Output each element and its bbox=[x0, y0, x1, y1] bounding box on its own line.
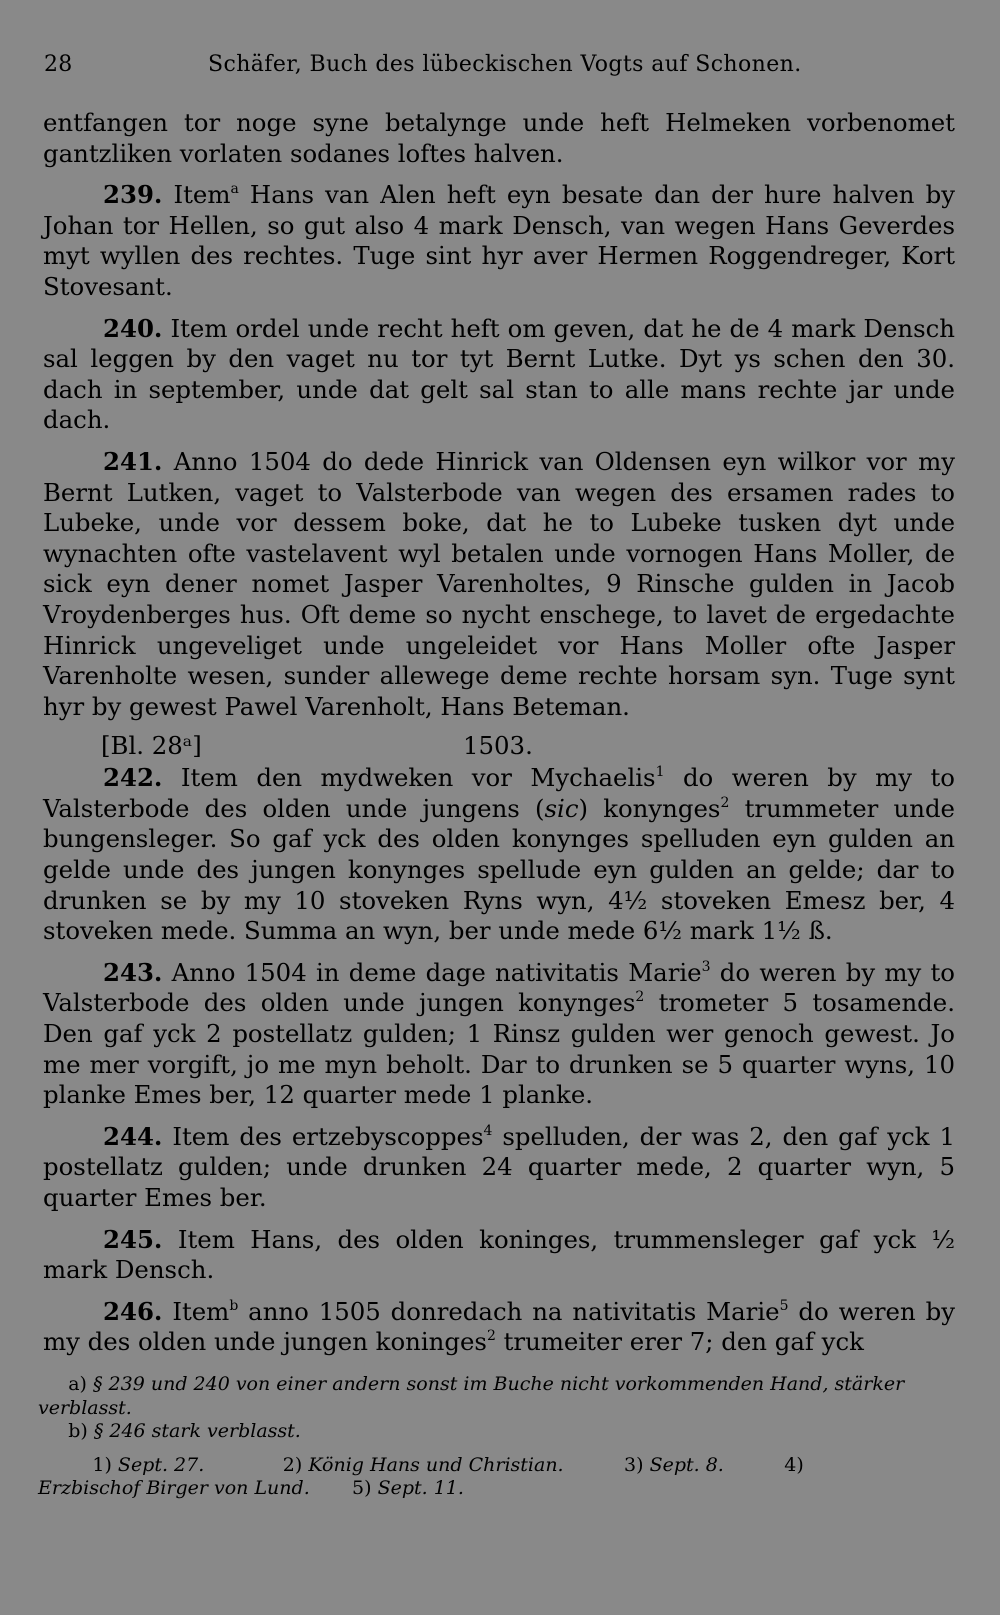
footnote-label: 3) bbox=[624, 1453, 644, 1476]
folio-label: [Bl. 28ᵃ] bbox=[101, 731, 202, 761]
footnote-ref: 5 bbox=[779, 1297, 789, 1314]
footnote-label: 2) bbox=[282, 1453, 303, 1476]
footnote-ref: a bbox=[230, 181, 239, 198]
paragraph-text: anno 1505 donredach na nativitatis Marie bbox=[238, 1296, 780, 1326]
paragraph-text: entfangen tor noge syne betalynge unde heft Helmeken vorbenomet gantzliken vorlaten sodanes loftes halven. bbox=[43, 108, 955, 168]
paragraph-text: Item ordel unde recht heft om geven, dat he de 4 mark Densch sal leggen by den vaget nu tor tyt Bernt Lutke. Dyt ys schen den 30. dach in september, unde dat gelt sal stan to alle mans rechte jar unde dach. bbox=[43, 313, 955, 435]
footnote-text: § 239 und 240 von einer andern sonst im Buche nicht vorkommenden Hand, stärker verblasst. bbox=[38, 1373, 905, 1419]
footnote-ref: 2 bbox=[486, 1328, 496, 1345]
paragraph-245 bbox=[43, 1225, 955, 1286]
folio-marker bbox=[43, 731, 955, 763]
page-number: 28 bbox=[44, 52, 73, 77]
footnote-ref: 3 bbox=[701, 958, 711, 975]
footnote-label: a) bbox=[68, 1373, 87, 1395]
paragraph-text: Anno 1504 do dede Hinrick van Oldensen eyn wilkor vor my Bernt Lutken, vaget to Valsterbode van wegen des ersamen rades to Lubeke, unde vor dessem boke, dat he to Lubeke tusken dyt unde wynachten ofte vastelavent wyl betalen unde vornogen Hans Moller, de sick eyn dener nomet Jasper Varenholtes, 9 Rinsche gulden in Jacob Vroydenberges hus. Oft deme so nycht enschege, to lavet de ergedachte Hinrick ungeveliget unde ungeleidet vor Hans Moller ofte Jasper Varenholte wesen, sunder allewege deme rechte horsam syn. Tuge synt hyr by gewest Pawel Varenholt, Hans Beteman. bbox=[43, 446, 955, 721]
footnote-ref: b bbox=[229, 1297, 239, 1314]
paragraph-242 bbox=[43, 763, 955, 947]
section-number: 243. bbox=[103, 957, 163, 987]
paragraph-continuation bbox=[43, 108, 955, 169]
footnote-ref: 4 bbox=[483, 1122, 493, 1139]
footnote-text: § 246 stark verblasst. bbox=[93, 1420, 301, 1442]
running-title: Schäfer, Buch des lübeckischen Vogts auf Schonen. bbox=[208, 52, 802, 77]
sic-note: sic bbox=[544, 793, 579, 823]
footnotes bbox=[38, 1373, 956, 1501]
paragraph-text: do weren by my to Valsterbode des olden unde jungens ( bbox=[43, 763, 955, 823]
section-number: 246. bbox=[103, 1296, 163, 1326]
footnote-b bbox=[38, 1420, 956, 1444]
paragraph-text: Item den mydweken vor Mychaelis bbox=[180, 763, 656, 793]
paragraph-text: ) konynges bbox=[578, 793, 721, 823]
paragraph-239 bbox=[43, 180, 955, 302]
section-number: 245. bbox=[103, 1224, 163, 1254]
main-text bbox=[43, 108, 955, 1358]
page-header bbox=[44, 52, 956, 82]
paragraph-244 bbox=[43, 1122, 955, 1214]
paragraph-text: Item bbox=[172, 1296, 230, 1326]
paragraph-text: do weren by my des olden unde jungen koninges bbox=[43, 1296, 955, 1357]
paragraph-text: Item Hans, des olden koninges, trummensleger gaf yck ½ mark Densch. bbox=[43, 1224, 955, 1285]
paragraph-text: Item bbox=[173, 180, 231, 210]
section-number: 239. bbox=[103, 180, 163, 210]
footnote-text: König Hans und Christian. bbox=[308, 1453, 564, 1476]
section-number: 240. bbox=[103, 313, 163, 343]
footnote-text: Sept. 11. bbox=[377, 1477, 464, 1499]
section-number: 241. bbox=[103, 446, 163, 476]
section-number: 242. bbox=[103, 763, 163, 793]
footnote-text: Erzbischof Birger von Lund. bbox=[38, 1477, 310, 1499]
section-number: 244. bbox=[103, 1121, 163, 1151]
paragraph-text: trummeter unde bungensleger. So gaf yck des olden konynges spelluden eyn gulden an gelde unde des jungen konynges spellude eyn gulden an gelde; dar to drunken se by my 10 stoveken Ryns wyn, 4½ stoveken Emesz ber, 4 stoveken mede. Summa an wyn, ber unde mede 6½ mark 1½ ß. bbox=[43, 793, 955, 946]
paragraph-text: trometer 5 tosamende. Den gaf yck 2 postellatz gulden; 1 Rinsz gulden wer genoch gewest. Jo me mer vorgift, jo me myn beholt. Dar to drunken se 5 quarter wyns, 10 planke Emes ber, 12 quarter mede 1 planke. bbox=[43, 988, 955, 1110]
footnote-label: b) bbox=[68, 1420, 88, 1442]
footnote-text: Sept. 27. bbox=[117, 1453, 205, 1476]
footnote-ref: 2 bbox=[720, 794, 730, 811]
footnote-ref: 2 bbox=[635, 989, 645, 1006]
footnote-label: 1) bbox=[92, 1453, 112, 1476]
footnote-ref: 1 bbox=[655, 764, 665, 781]
paragraph-text: do weren by my to Valsterbode des olden unde jungen konynges bbox=[43, 957, 955, 1018]
paragraph-text: trumeiter erer 7; den gaf yck bbox=[495, 1327, 864, 1357]
paragraph-text: Anno 1504 in deme dage nativitatis Marie bbox=[171, 957, 702, 987]
footnote-text: Sept. 8. bbox=[649, 1453, 724, 1476]
footnote-numbered-row bbox=[38, 1454, 956, 1501]
paragraph-text: Item des ertzebyscoppes bbox=[172, 1121, 484, 1151]
footnote-label: 4) bbox=[784, 1453, 804, 1476]
paragraph-243 bbox=[43, 958, 955, 1111]
paragraph-246 bbox=[43, 1297, 955, 1358]
paragraph-text: spelluden, der was 2, den gaf yck 1 postellatz gulden; unde drunken 24 quarter mede, 2 quarter wyn, 5 quarter Emes ber. bbox=[43, 1121, 956, 1212]
footnote-label: 5) bbox=[352, 1477, 372, 1499]
year-label: 1503. bbox=[463, 731, 533, 761]
paragraph-240 bbox=[43, 314, 955, 436]
footnote-a bbox=[38, 1373, 956, 1420]
paragraph-text: Hans van Alen heft eyn besate dan der hure halven by Johan tor Hellen, so gut also 4 mark Densch, van wegen Hans Geverdes myt wyllen des rechtes. Tuge sint hyr aver Hermen Roggendreger, Kort Stovesant. bbox=[43, 180, 955, 301]
paragraph-241 bbox=[43, 447, 955, 722]
